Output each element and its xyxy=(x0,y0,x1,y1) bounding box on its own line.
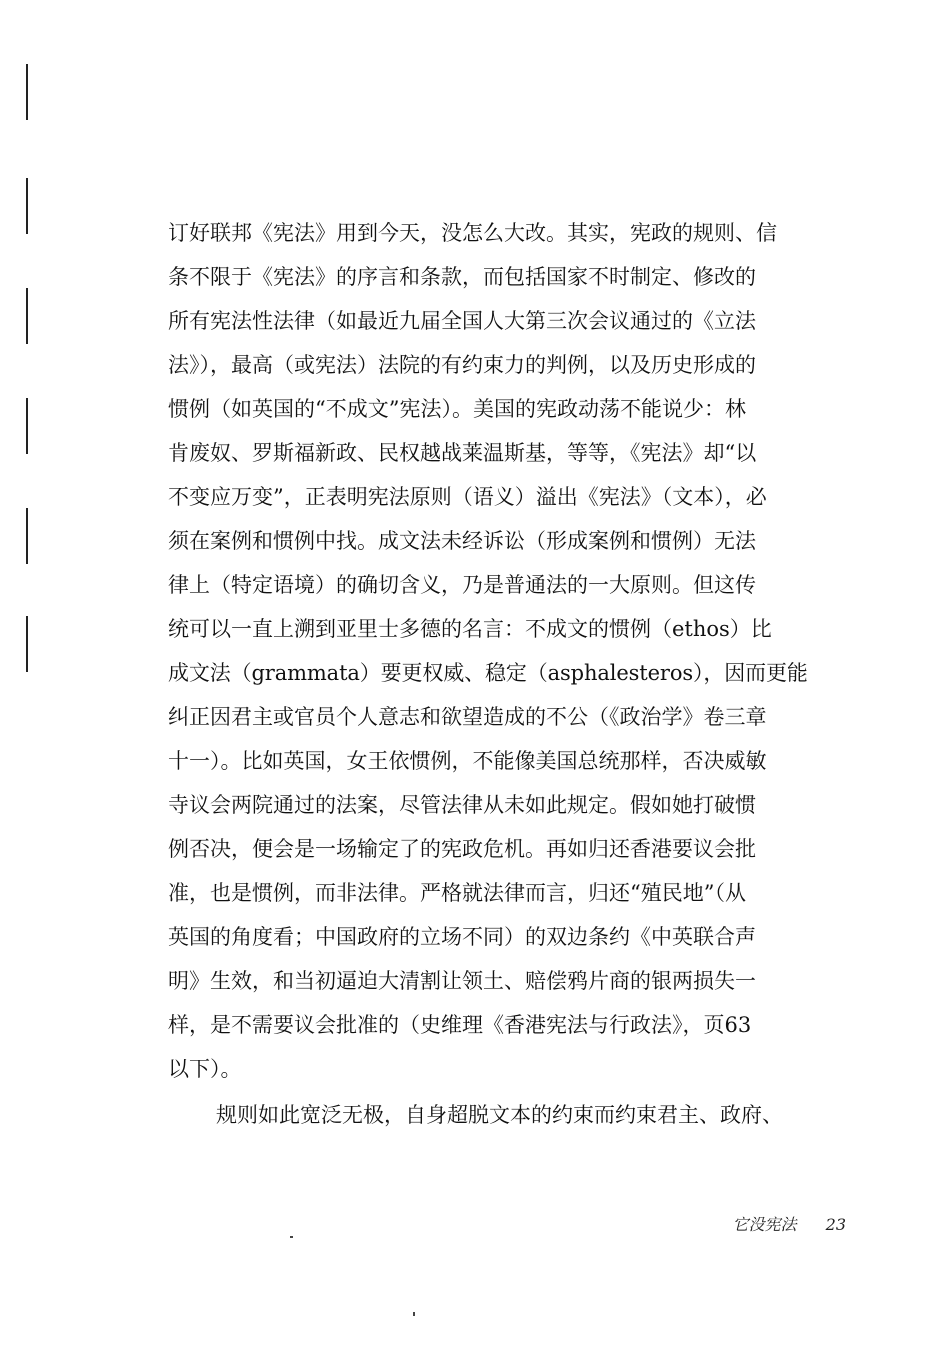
body-line: 法》），最高（或宪法）法院的有约束力的判例，以及历史形成的 xyxy=(168,353,756,377)
body-line: 准，也是惯例，而非法律。严格就法律而言，归还“殖民地”（从 xyxy=(168,881,746,905)
body-line: 例否决，便会是一场输定了的宪政危机。再如归还香港要议会批 xyxy=(168,837,756,861)
page-number: 23 xyxy=(825,1215,846,1234)
body-line: 英国的角度看；中国政府的立场不同）的双边条约《中英联合声 xyxy=(168,925,756,949)
body-line: 成文法（grammata）要更权威、稳定（asphalesteros），因而更能 xyxy=(168,661,808,685)
scan-speck xyxy=(413,1312,415,1316)
body-line: 明》生效，和当初逼迫大清割让领土、赔偿鸦片商的银两损失一 xyxy=(168,969,756,993)
margin-mark xyxy=(26,64,28,120)
body-line: 订好联邦《宪法》用到今天，没怎么大改。其实，宪政的规则、信 xyxy=(168,221,777,245)
margin-mark xyxy=(26,288,28,344)
body-line: 惯例（如英国的“不成文”宪法）。美国的宪政动荡不能说少：林 xyxy=(168,397,746,421)
body-line: 须在案例和惯例中找。成文法未经诉讼（形成案例和惯例）无法 xyxy=(168,529,756,553)
margin-mark xyxy=(26,616,28,672)
page-footer xyxy=(733,1212,846,1235)
running-title: 它没宪法 xyxy=(732,1215,797,1234)
margin-mark xyxy=(26,508,28,564)
body-line: 统可以一直上溯到亚里士多德的名言：不成文的惯例（ethos）比 xyxy=(168,617,772,641)
scan-speck xyxy=(290,1236,293,1238)
paragraph-start-line: 规则如此宽泛无极，自身超脱文本的约束而约束君主、政府、 xyxy=(216,1103,783,1127)
body-line: 纠正因君主或官员个人意志和欲望造成的不公（《政治学》卷三章 xyxy=(168,705,767,729)
body-line: 样，是不需要议会批准的（史维理《香港宪法与行政法》，页63 xyxy=(168,1013,752,1037)
body-line: 十一）。比如英国，女王依惯例，不能像美国总统那样，否决威敏 xyxy=(168,749,767,773)
body-line: 律上（特定语境）的确切含义，乃是普通法的一大原则。但这传 xyxy=(168,573,756,597)
margin-mark xyxy=(26,178,28,234)
margin-mark xyxy=(26,398,28,454)
body-line: 不变应万变”，正表明宪法原则（语义）溢出《宪法》（文本），必 xyxy=(168,485,767,509)
body-line: 肯废奴、罗斯福新政、民权越战莱温斯基，等等，《宪法》却“以 xyxy=(168,441,757,465)
body-line: 以下）。 xyxy=(168,1057,242,1081)
body-line: 条不限于《宪法》的序言和条款，而包括国家不时制定、修改的 xyxy=(168,265,756,289)
body-line: 所有宪法性法律（如最近九届全国人大第三次会议通过的《立法 xyxy=(168,309,756,333)
body-line: 寺议会两院通过的法案，尽管法律从未如此规定。假如她打破惯 xyxy=(168,793,756,817)
